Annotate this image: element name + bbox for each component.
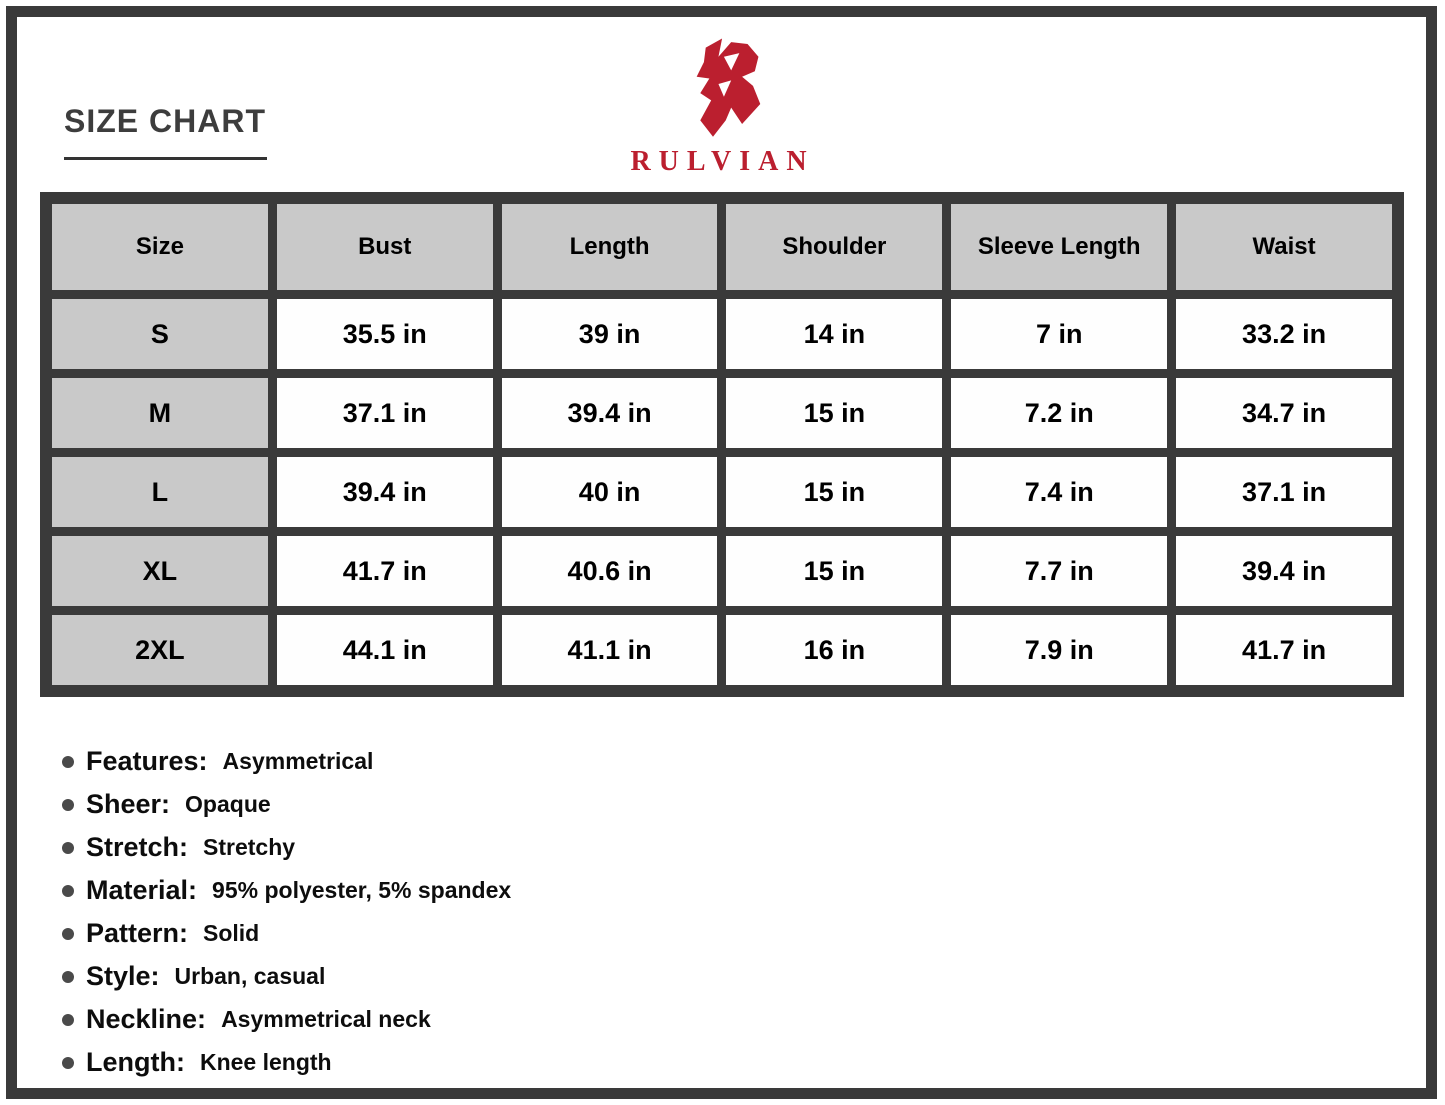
measurement-cell: 41.1 in — [502, 615, 718, 685]
list-item-length — [62, 1047, 511, 1078]
list-item-pattern — [62, 918, 511, 949]
bullet-icon — [62, 1057, 74, 1069]
measurement-cell: 37.1 in — [1176, 457, 1392, 527]
bullet-icon — [62, 756, 74, 768]
bullet-icon — [62, 842, 74, 854]
measurement-cell: 40 in — [502, 457, 718, 527]
measurement-cell: 15 in — [726, 536, 942, 606]
bullet-icon — [62, 971, 74, 983]
measurement-cell: 7.2 in — [951, 378, 1167, 448]
detail-value: 95% polyester, 5% spandex — [212, 877, 512, 903]
detail-value: Stretchy — [203, 834, 296, 860]
list-item-stretch — [62, 832, 511, 863]
bullet-icon — [62, 928, 74, 940]
measurement-cell: 35.5 in — [277, 299, 493, 369]
table-row-m — [52, 378, 1392, 448]
page-title: SIZE CHART — [64, 103, 266, 139]
column-header-length: Length — [502, 204, 718, 290]
measurement-cell: 14 in — [726, 299, 942, 369]
bullet-icon — [62, 885, 74, 897]
measurement-cell: 7.4 in — [951, 457, 1167, 527]
size-cell: S — [52, 299, 268, 369]
size-chart-table — [40, 192, 1404, 697]
measurement-cell: 41.7 in — [1176, 615, 1392, 685]
measurement-cell: 39 in — [502, 299, 718, 369]
list-item-sheer — [62, 789, 511, 820]
measurement-cell: 7.7 in — [951, 536, 1167, 606]
detail-value: Solid — [203, 920, 260, 946]
table-row-l — [52, 457, 1392, 527]
detail-label: Pattern: — [86, 918, 189, 948]
size-cell: L — [52, 457, 268, 527]
column-header-sleeve-length: Sleeve Length — [951, 204, 1167, 290]
bullet-icon — [62, 1014, 74, 1026]
bullet-icon — [62, 799, 74, 811]
measurement-cell: 44.1 in — [277, 615, 493, 685]
detail-label: Features: — [86, 746, 208, 776]
detail-label: Length: — [86, 1047, 185, 1077]
size-cell: 2XL — [52, 615, 268, 685]
detail-label: Stretch: — [86, 832, 189, 862]
measurement-cell: 40.6 in — [502, 536, 718, 606]
measurement-cell: 33.2 in — [1176, 299, 1392, 369]
header-row — [52, 204, 1392, 290]
detail-label: Sheer: — [86, 789, 171, 819]
brand-name: RULVIAN — [630, 146, 815, 177]
measurement-cell: 39.4 in — [1176, 536, 1392, 606]
measurement-cell: 16 in — [726, 615, 942, 685]
table-row-xl — [52, 536, 1392, 606]
column-header-waist: Waist — [1176, 204, 1392, 290]
detail-value: Urban, casual — [174, 963, 326, 989]
detail-label: Style: — [86, 961, 160, 991]
measurement-cell: 7.9 in — [951, 615, 1167, 685]
column-header-bust: Bust — [277, 204, 493, 290]
detail-value: Asymmetrical — [222, 748, 374, 774]
size-cell: XL — [52, 536, 268, 606]
measurement-cell: 37.1 in — [277, 378, 493, 448]
detail-value: Asymmetrical neck — [221, 1006, 431, 1032]
measurement-cell: 41.7 in — [277, 536, 493, 606]
detail-value: Opaque — [185, 791, 271, 817]
detail-label: Material: — [86, 875, 198, 905]
measurement-cell: 7 in — [951, 299, 1167, 369]
brand-logo — [0, 36, 1445, 178]
column-header-size: Size — [52, 204, 268, 290]
measurement-cell: 15 in — [726, 457, 942, 527]
measurement-cell: 39.4 in — [502, 378, 718, 448]
size-cell: M — [52, 378, 268, 448]
detail-value: Knee length — [199, 1049, 332, 1075]
list-item-style — [62, 961, 511, 992]
list-item-material — [62, 875, 511, 906]
list-item-neckline — [62, 1004, 511, 1035]
column-header-shoulder: Shoulder — [726, 204, 942, 290]
list-item-features — [62, 746, 511, 777]
brand-logo-icon — [673, 36, 773, 142]
measurement-cell: 39.4 in — [277, 457, 493, 527]
details-list — [62, 746, 511, 1090]
table-row-s — [52, 299, 1392, 369]
measurement-cell: 15 in — [726, 378, 942, 448]
table-row-2xl — [52, 615, 1392, 685]
detail-label: Neckline: — [86, 1004, 207, 1034]
measurement-cell: 34.7 in — [1176, 378, 1392, 448]
